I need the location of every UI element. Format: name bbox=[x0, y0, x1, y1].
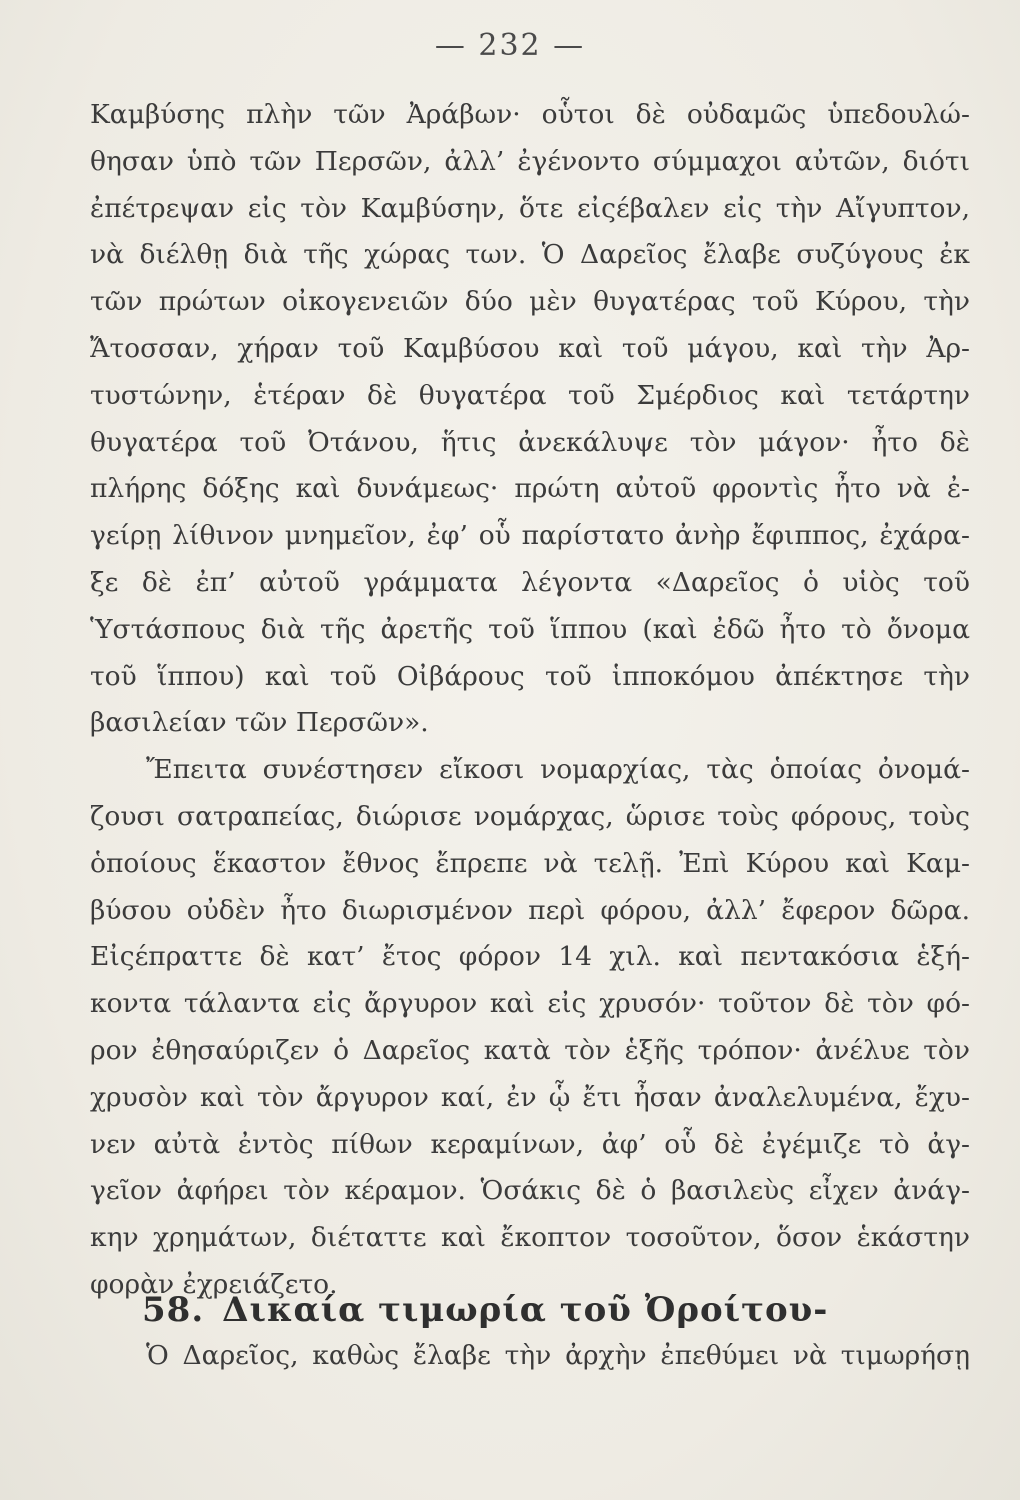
text-line: ξε δὲ ἐπ’ αὐτοῦ γράμματα λέγοντα «Δαρεῖος ὁ υἱὸς τοῦ bbox=[90, 566, 970, 598]
text-line: γεῖον ἀφήρει τὸν κέραμον. Ὁσάκις δὲ ὁ βασιλεὺς εἶχεν ἀνάγ- bbox=[90, 1175, 970, 1207]
text-line: Εἰςέπραττε δὲ κατ’ ἔτος φόρον 14 χιλ. καὶ πεντακόσια ἑξή- bbox=[90, 941, 970, 973]
text-line: βασιλείαν τῶν Περσῶν». bbox=[90, 707, 429, 739]
text-line: πλήρης δόξης καὶ δυνάμεως· πρώτη αὐτοῦ φροντὶς ἦτο νὰ ἐ- bbox=[90, 473, 970, 505]
text-line: τοῦ ἵππου) καὶ τοῦ Οἰβάρους τοῦ ἱπποκόμου ἀπέκτησε τὴν bbox=[90, 660, 970, 692]
body-text-continued bbox=[90, 1333, 970, 1380]
text-line: κην χρημάτων, διέταττε καὶ ἔκοπτον τοσοῦτον, ὅσον ἑκάστην bbox=[90, 1222, 970, 1254]
text-line: θυγατέρα τοῦ Ὀτάνου, ἥτις ἀνεκάλυψε τὸν μάγον· ἦτο δὲ bbox=[90, 426, 970, 458]
text-line: γείρῃ λίθινον μνημεῖον, ἐφ’ οὗ παρίστατο ἀνὴρ ἔφιππος, ἐχάρα- bbox=[90, 520, 970, 552]
text-line: φορὰν ἐχρειάζετο. bbox=[90, 1268, 338, 1300]
text-line: κοντα τάλαντα εἰς ἄργυρον καὶ εἰς χρυσόν· τοῦτον δὲ τὸν φό- bbox=[90, 988, 970, 1020]
text-line: Ὑστάσπους διὰ τῆς ἀρετῆς τοῦ ἵππου (καὶ ἐδῶ ἦτο τὸ ὄνομα bbox=[90, 613, 970, 645]
text-line: νὰ διέλθῃ διὰ τῆς χώρας των. Ὁ Δαρεῖος ἔλαβε συζύγους ἐκ bbox=[90, 239, 970, 271]
text-line: τῶν πρώτων οἰκογενειῶν δύο μὲν θυγατέρας τοῦ Κύρου, τὴν bbox=[90, 286, 970, 318]
text-line: Ἄτοσσαν, χήραν τοῦ Καμβύσου καὶ τοῦ μάγου, καὶ τὴν Ἀρ- bbox=[90, 332, 970, 364]
text-line: ρον ἐθησαύριζεν ὁ Δαρεῖος κατὰ τὸν ἑξῆς τρόπον· ἀνέλυε τὸν bbox=[90, 1034, 970, 1066]
text-line: θησαν ὑπὸ τῶν Περσῶν, ἀλλ’ ἐγένοντο σύμμαχοι αὐτῶν, διότι bbox=[90, 145, 970, 177]
section-number: 58. bbox=[142, 1290, 205, 1330]
text-line: βύσου οὐδὲν ἦτο διωρισμένον περὶ φόρου, ἀλλ’ ἔφερον δῶρα. bbox=[90, 894, 970, 926]
text-line: χρυσὸν καὶ τὸν ἄργυρον καί, ἐν ᾧ ἔτι ἦσαν ἀναλελυμένα, ἔχυ- bbox=[90, 1081, 970, 1113]
text-line: ἐπέτρεψαν εἰς τὸν Καμβύσην, ὅτε εἰςέβαλεν εἰς τὴν Αἴγυπτον, bbox=[90, 192, 970, 224]
page-number: — 232 — bbox=[434, 28, 586, 63]
section-title: Δικαία τιμωρία τοῦ Ὀροίτου- bbox=[222, 1290, 829, 1330]
text-line: ὁποίους ἕκαστον ἔθνος ἔπρεπε νὰ τελῇ. Ἐπὶ Κύρου καὶ Καμ- bbox=[90, 847, 970, 879]
text-line: τυστώνην, ἑτέραν δὲ θυγατέρα τοῦ Σμέρδιος καὶ τετάρτην bbox=[90, 379, 970, 411]
text-line: Καμβύσης πλὴν τῶν Ἀράβων· οὗτοι δὲ οὐδαμῶς ὑπεδουλώ- bbox=[90, 99, 970, 130]
section-heading bbox=[142, 1290, 902, 1330]
body-text bbox=[90, 92, 970, 1309]
text-line: Ἔπειτα συνέστησεν εἴκοσι νομαρχίας, τὰς ὁποίας ὀνομά- bbox=[146, 754, 970, 786]
text-line: νεν αὐτὰ ἐντὸς πίθων κεραμίνων, ἀφ’ οὗ δὲ ἐγέμιζε τὸ ἀγ- bbox=[90, 1128, 970, 1160]
text-line: Ὁ Δαρεῖος, καθὼς ἔλαβε τὴν ἀρχὴν ἐπεθύμει νὰ τιμωρήσῃ bbox=[146, 1340, 970, 1371]
text-line: ζουσι σατραπείας, διώρισε νομάρχας, ὥρισε τοὺς φόρους, τοὺς bbox=[90, 800, 970, 832]
